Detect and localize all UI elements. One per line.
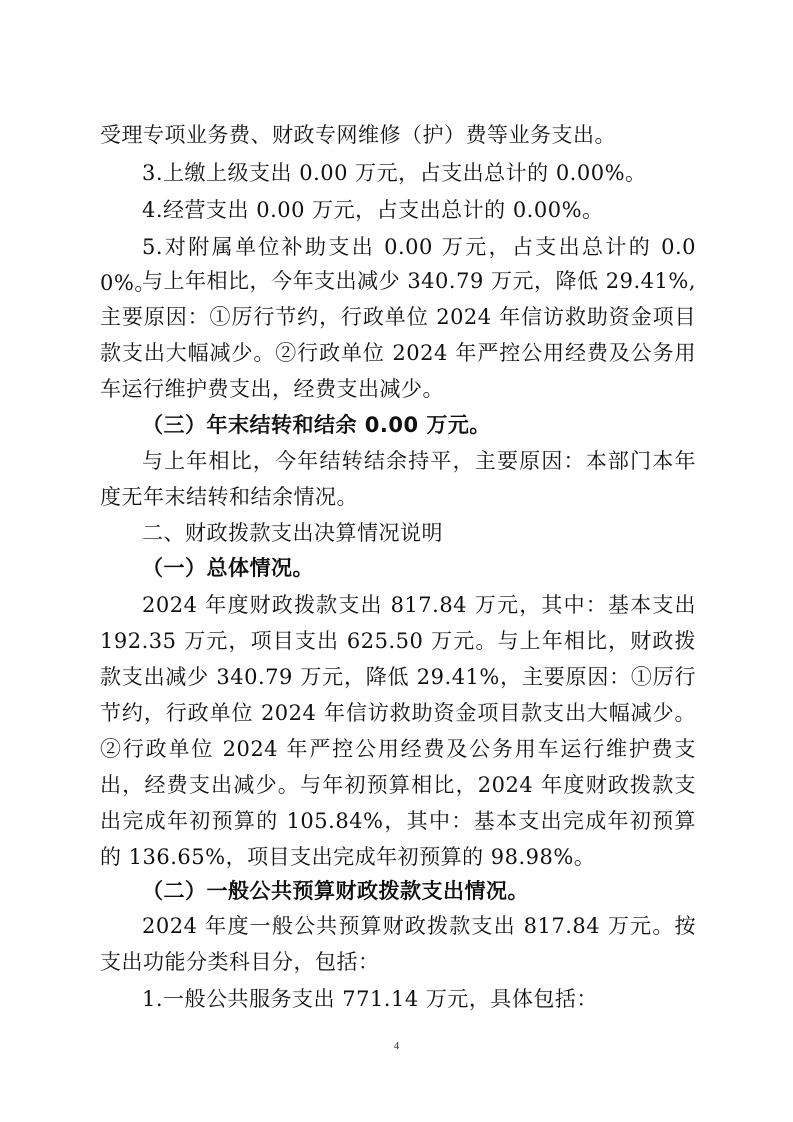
section-heading-general-budget: （二）一般公共预算财政拨款支出情况。 <box>142 879 529 903</box>
paragraph-subsidiary-subsidy: 5.对附属单位补助支出 0.00 万元，占支出总计的 0.00%。 <box>100 235 696 295</box>
paragraph-overall-details: 2024 年度财政拨款支出 817.84 万元，其中：基本支出 192.35 万元，项目支出 625.50 万元。与上年相比，财政拨款支出减少 340.79 万元，降低 29.41%，主要原因：①厉行节约，行政单位 2024 年信访救助资金项目款支出大幅减少。②行政单位 2024 年严控公用经费及公务用车运行维护费支出，经费支出减少。与年初预算相比，2024 年度财政拨款支出完成年初预算的 105.84%，其中：基本支出完成年初预算的 136.65%，项目支出完成年初预算的 98.98%。 <box>100 593 696 869</box>
section-heading-carryover: （三）年末结转和结余 0.00 万元。 <box>142 413 491 437</box>
paragraph-superior-payment: 3.上缴上级支出 0.00 万元，占支出总计的 0.00%。 <box>142 161 647 185</box>
paragraph-carryover-comparison: 与上年相比，今年结转结余持平，主要原因：本部门本年度无年末结转和结余情况。 <box>100 449 696 509</box>
section-heading-fiscal-appropriation: 二、财政拨款支出决算情况说明 <box>142 521 443 545</box>
page-number: 4 <box>393 1040 400 1052</box>
paragraph-general-budget-details: 2024 年度一般公共预算财政拨款支出 817.84 万元。按支出功能分类科目分，包括： <box>100 914 696 974</box>
paragraph-business-expenses: 受理专项业务费、财政专网维修（护）费等业务支出。 <box>100 123 616 147</box>
paragraph-year-comparison: 与上年相比，今年支出减少 340.79 万元，降低 29.41%,主要原因：①厉行节约，行政单位 2024 年信访救助资金项目款支出大幅减少。②行政单位 2024 年严控公用经费及公务用车运行维护费支出，经费支出减少。 <box>100 269 696 401</box>
paragraph-public-services: 1.一般公共服务支出 771.14 万元，具体包括： <box>142 987 598 1011</box>
section-heading-overall: （一）总体情况。 <box>142 556 314 580</box>
paragraph-operating-expenses: 4.经营支出 0.00 万元，占支出总计的 0.00%。 <box>142 198 604 222</box>
